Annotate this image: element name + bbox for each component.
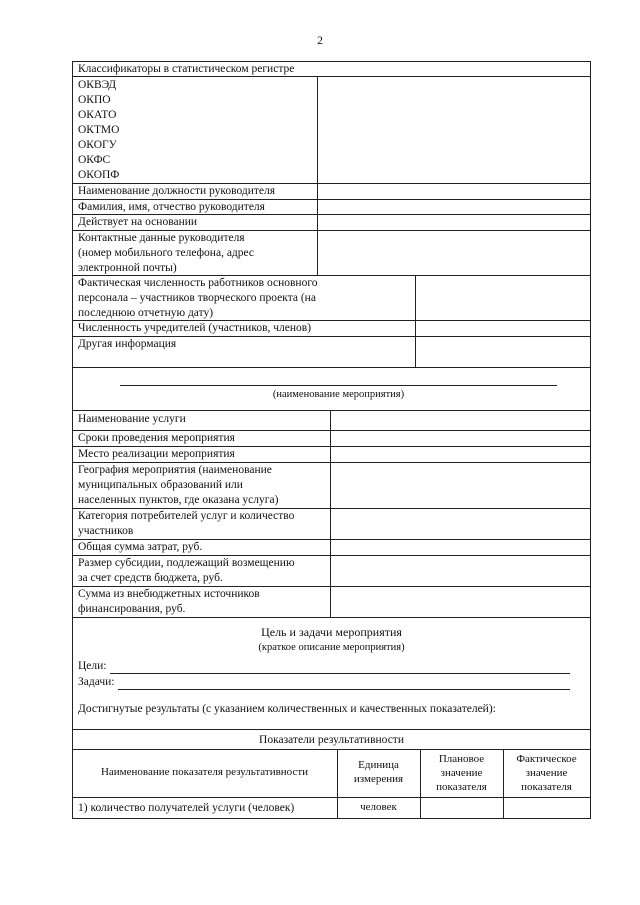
row-other-info: Другая информация (78, 338, 177, 350)
row-offbudget-line2: финансирования, руб. (78, 603, 186, 615)
row-head-position: Наименование должности руководителя (78, 185, 276, 197)
row-head-contacts-line3: электронной почты) (78, 262, 177, 274)
event-name-caption: (наименование мероприятия) (272, 389, 405, 400)
page-number: 2 (317, 35, 323, 47)
classifier-okpo: ОКПО (78, 94, 111, 106)
row-geography-line3: населенных пунктов, где оказана услуга) (78, 494, 279, 506)
row-staff-count-line1: Фактическая численность работников основного (78, 277, 318, 289)
row-head-contacts-line1: Контактные данные руководителя (78, 232, 245, 244)
classifier-oktmo: ОКТМО (78, 124, 120, 136)
header-actual-line3: показателя (521, 781, 572, 793)
results-label: Достигнутые результаты (с указанием количественных и качественных показателей): (78, 703, 496, 715)
header-unit-line2: измерения (353, 773, 404, 785)
classifier-okfs: ОКФС (78, 154, 111, 166)
row-staff-count-line2: персонала – участников творческого проекта (на (78, 292, 316, 304)
row-total-costs: Общая сумма затрат, руб. (78, 541, 203, 553)
row-acts-basis: Действует на основании (78, 216, 198, 228)
row-geography-line1: География мероприятия (наименование (78, 464, 272, 476)
row-subsidy-line2: за счет средств бюджета, руб. (78, 572, 223, 584)
row-consumers-line1: Категория потребителей услуг и количество (78, 510, 295, 522)
row-subsidy-line1: Размер субсидии, подлежащий возмещению (78, 557, 295, 569)
row-service-name: Наименование услуги (78, 413, 186, 425)
row-geography-line2: муниципальных образований или (78, 479, 243, 491)
header-planned-line3: показателя (436, 781, 487, 793)
indicator-row-unit: человек (360, 801, 397, 813)
header-planned-line1: Плановое (438, 753, 485, 765)
header-actual-line2: значение (525, 767, 568, 779)
row-offbudget-line1: Сумма из внебюджетных источников (78, 588, 260, 600)
header-indicator-name: Наименование показателя результативности (100, 766, 309, 778)
classifier-okved: ОКВЭД (78, 79, 117, 91)
indicator-row-name: 1) количество получателей услуги (человек) (78, 802, 295, 814)
header-unit-line1: Единица (358, 759, 399, 771)
header-actual-line1: Фактическое (516, 753, 577, 765)
row-staff-count-line3: последнюю отчетную дату) (78, 307, 214, 319)
classifier-okogu: ОКОГУ (78, 139, 117, 151)
header-planned-line2: значение (440, 767, 483, 779)
classifier-okato: ОКАТО (78, 109, 117, 121)
row-consumers-line2: участников (78, 525, 134, 537)
row-founders-count: Численность учредителей (участников, членов) (78, 322, 312, 334)
goals-fill-line (110, 673, 570, 674)
row-head-name: Фамилия, имя, отчество руководителя (78, 201, 265, 213)
classifiers-heading: Классификаторы в статистическом регистре (78, 63, 295, 75)
row-event-dates: Сроки проведения мероприятия (78, 432, 235, 444)
row-head-contacts-line2: (номер мобильного телефона, адрес (78, 247, 255, 259)
goals-title: Цель и задачи мероприятия (261, 625, 402, 639)
row-event-place: Место реализации мероприятия (78, 448, 235, 460)
tasks-fill-line (118, 689, 570, 690)
classifier-okopf: ОКОПФ (78, 169, 120, 181)
tasks-label: Задачи: (78, 676, 115, 688)
goals-subtitle: (краткое описание мероприятия) (258, 642, 405, 653)
indicators-title: Показатели результативности (259, 734, 404, 746)
goals-label: Цели: (78, 660, 107, 672)
